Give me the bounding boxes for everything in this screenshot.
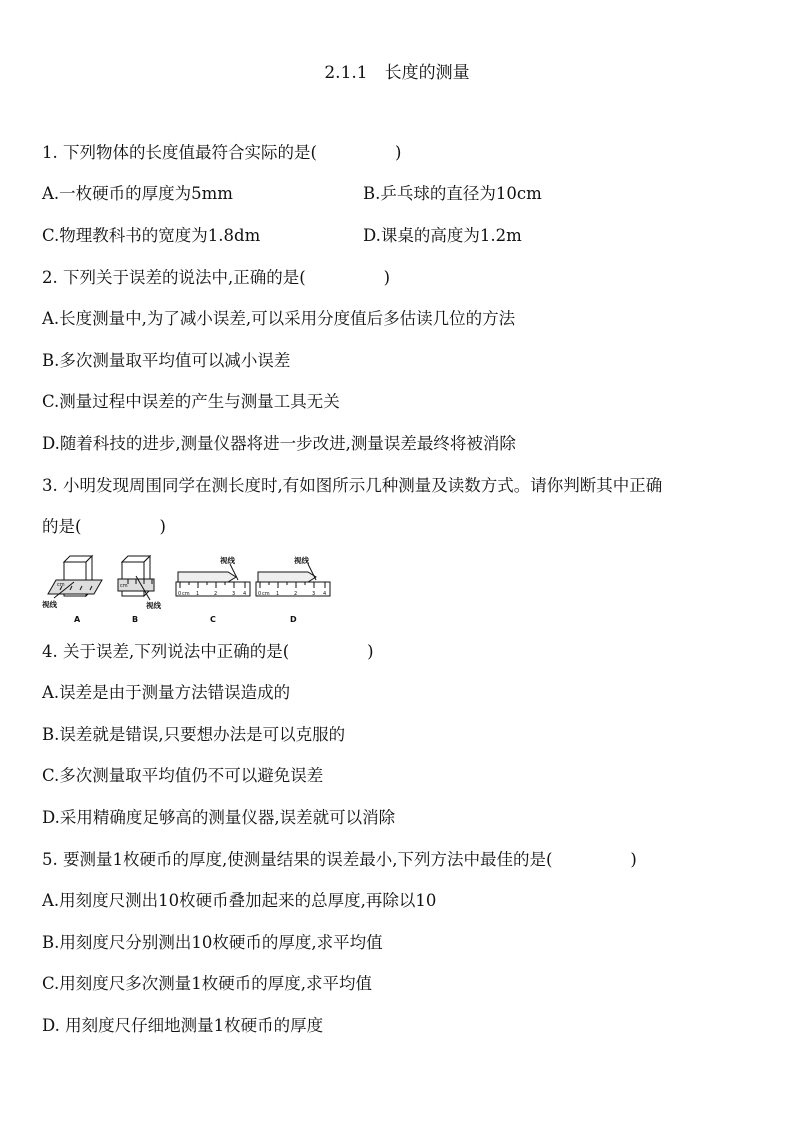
figure-b-unit: cm: [120, 583, 128, 589]
question-4-option-b[interactable]: B.误差就是错误,只要想办法是可以克服的: [42, 725, 346, 744]
figure-c-sightline: 视线: [220, 556, 235, 565]
figure-a: [48, 556, 102, 598]
question-1-option-d[interactable]: D.课桌的高度为1.2m: [363, 226, 522, 245]
question-4-stem: 4. 关于误差,下列说法中正确的是( ): [42, 642, 374, 661]
question-5-option-c[interactable]: C.用刻度尺多次测量1枚硬币的厚度,求平均值: [42, 974, 373, 993]
figure-c-tick-2: 2: [214, 591, 218, 597]
figure-b: [118, 556, 154, 600]
question-1-option-c[interactable]: C.物理教科书的宽度为1.8dm: [42, 226, 261, 245]
figure-c-unit: cm: [182, 591, 190, 597]
figure-b-label: B: [132, 615, 139, 624]
question-5-option-a[interactable]: A.用刻度尺测出10枚硬币叠加起来的总厚度,再除以10: [42, 891, 437, 910]
figure-a-label: A: [74, 615, 81, 624]
question-1-option-a[interactable]: A.一枚硬币的厚度为5mm: [42, 184, 233, 203]
question-5-stem: 5. 要测量1枚硬币的厚度,使测量结果的误差最小,下列方法中最佳的是( ): [42, 850, 637, 869]
question-2-option-a[interactable]: A.长度测量中,为了减小误差,可以采用分度值后多估读几位的方法: [42, 309, 516, 328]
figure-c-tick-0: 0: [178, 591, 182, 597]
question-2-option-d[interactable]: D.随着科技的进步,测量仪器将进一步改进,测量误差最终将被消除: [42, 434, 516, 453]
figure-b-sightline: 视线: [146, 601, 161, 610]
question-4-option-c[interactable]: C.多次测量取平均值仍不可以避免误差: [42, 766, 324, 785]
question-4-option-a[interactable]: A.误差是由于测量方法错误造成的: [42, 683, 291, 702]
figure-a-sightline: 视线: [42, 600, 57, 609]
figure-c-tick-4: 4: [243, 591, 247, 597]
figure-d-tick-0: 0: [258, 591, 262, 597]
figure-d-unit: cm: [262, 591, 270, 597]
question-5-option-d[interactable]: D. 用刻度尺仔细地测量1枚硬币的厚度: [42, 1016, 324, 1035]
question-5-option-b[interactable]: B.用刻度尺分别测出10枚硬币的厚度,求平均值: [42, 933, 383, 952]
figure-c-tick-1: 1: [196, 591, 200, 597]
measurement-figure: [40, 552, 340, 626]
figure-d-tick-1: 1: [276, 591, 280, 597]
figure-d-label: D: [290, 615, 297, 624]
question-4-option-d[interactable]: D.采用精确度足够高的测量仪器,误差就可以消除: [42, 808, 396, 827]
figure-c-tick-3: 3: [232, 591, 236, 597]
question-3-stem: 3. 小明发现周围同学在测长度时,有如图所示几种测量及读数方式。请你判断其中正确: [42, 476, 663, 495]
figure-d-tick-2: 2: [294, 591, 298, 597]
figure-d-sightline: 视线: [294, 556, 309, 565]
question-2-stem: 2. 下列关于误差的说法中,正确的是( ): [42, 268, 391, 287]
question-1-option-b[interactable]: B.乒乓球的直径为10cm: [363, 184, 542, 203]
figure-d-tick-3: 3: [312, 591, 316, 597]
figure-c-label: C: [210, 615, 216, 624]
figure-d-tick-4: 4: [323, 591, 327, 597]
question-2-option-c[interactable]: C.测量过程中误差的产生与测量工具无关: [42, 392, 340, 411]
figure-a-unit: cm: [57, 582, 65, 588]
question-2-option-b[interactable]: B.多次测量取平均值可以减小误差: [42, 351, 291, 370]
page-title: 2.1.1 长度的测量: [324, 63, 470, 83]
question-1-stem: 1. 下列物体的长度值最符合实际的是( ): [42, 143, 402, 162]
question-3-stem-continued: 的是( ): [42, 517, 166, 536]
